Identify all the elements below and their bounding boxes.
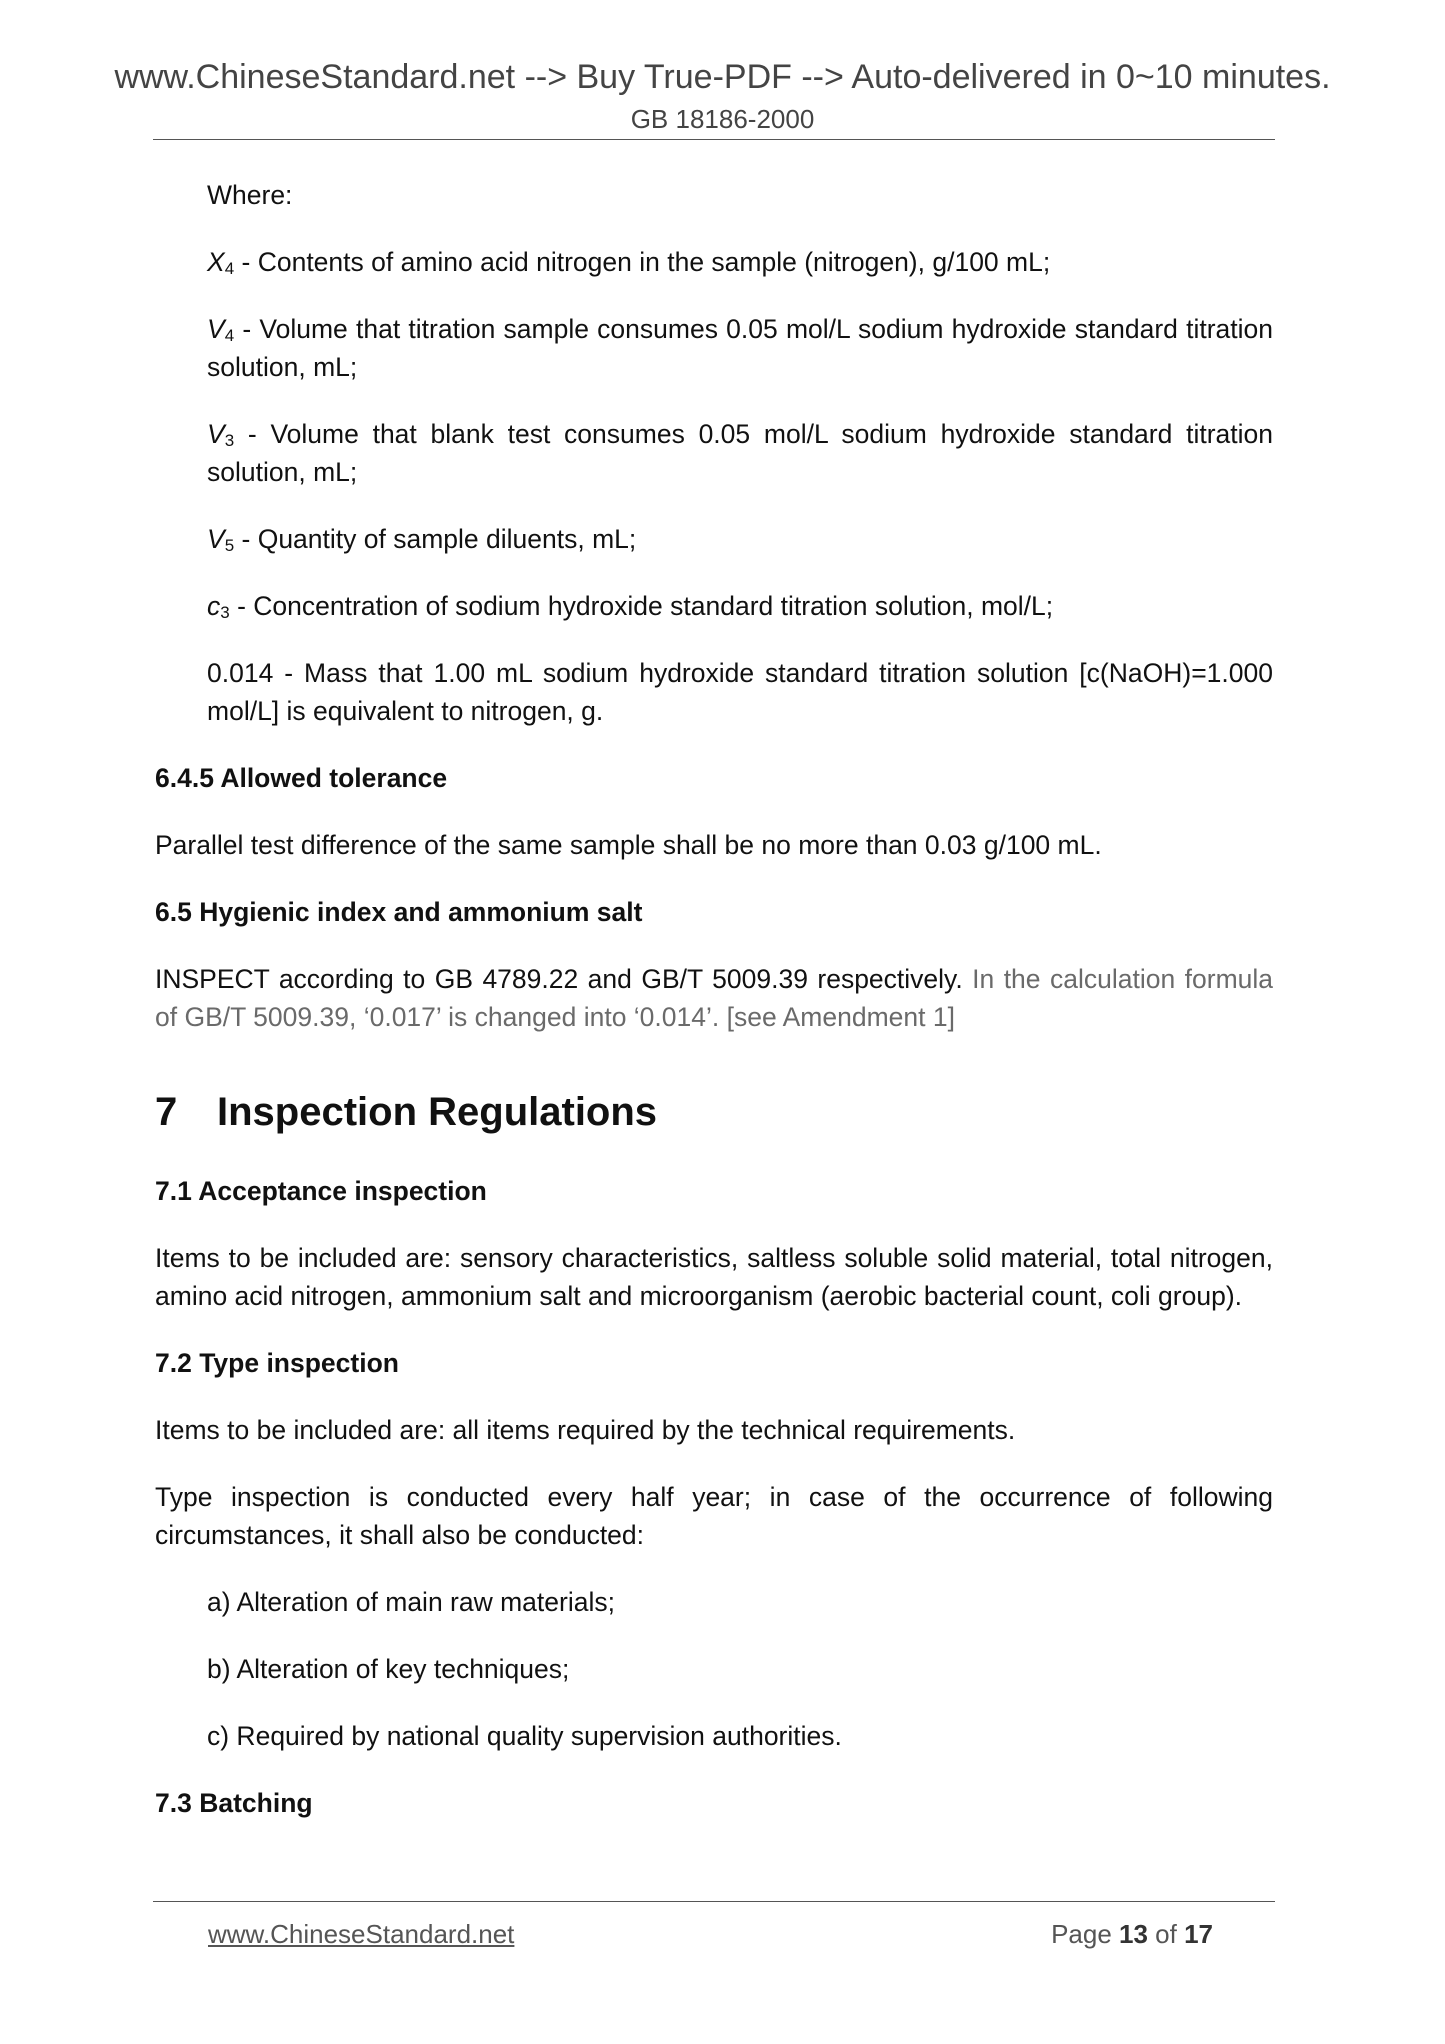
header-banner: www.ChineseStandard.net --> Buy True-PDF --> Auto-delivered in 0~10 minutes. xyxy=(114,58,1331,96)
section-6-5-heading: 6.5 Hygienic index and ammonium salt xyxy=(155,897,643,927)
page-label: Page xyxy=(1051,1919,1120,1949)
section-7-2-text: Items to be included are: all items required by the technical requirements. xyxy=(155,1415,1016,1445)
symbol: X xyxy=(207,247,225,277)
total-pages: 17 xyxy=(1184,1919,1213,1949)
definition-text: - Volume that titration sample consumes 0.05 mol/L sodium hydroxide standard titration solution, mL; xyxy=(207,314,1273,382)
symbol-subscript: 4 xyxy=(224,259,235,278)
page-of-label: of xyxy=(1147,1919,1185,1949)
definition-text: - Concentration of sodium hydroxide standard titration solution, mol/L; xyxy=(229,591,1054,621)
symbol-subscript: 4 xyxy=(224,326,235,345)
list-item: a) Alteration of main raw materials; xyxy=(207,1587,615,1617)
section-6-5-main-text: INSPECT according to GB 4789.22 and GB/T 5009.39 respectively. xyxy=(155,964,963,994)
definition-x4 xyxy=(155,243,1273,281)
definition-mass: 0.014 - Mass that 1.00 mL sodium hydroxide standard titration solution [c(NaOH)=1.000 mol/L] is equivalent to nitrogen, g. xyxy=(207,658,1273,726)
footer-site-link[interactable]: www.ChineseStandard.net xyxy=(208,1919,515,1949)
symbol: c xyxy=(207,591,221,621)
definition-v4 xyxy=(155,310,1273,386)
section-6-5-text xyxy=(155,960,1273,1036)
symbol: V xyxy=(207,419,225,449)
chapter-number: 7 xyxy=(155,1090,178,1134)
list-item: c) Required by national quality supervision authorities. xyxy=(207,1721,842,1751)
section-6-4-5-text: Parallel test difference of the same sample shall be no more than 0.03 g/100 mL. xyxy=(155,830,1102,860)
chapter-7-heading xyxy=(155,1088,1273,1136)
definition-c3 xyxy=(155,587,1273,625)
section-7-1-heading: 7.1 Acceptance inspection xyxy=(155,1176,487,1206)
definition-v3 xyxy=(155,415,1273,491)
section-7-2-heading: 7.2 Type inspection xyxy=(155,1348,399,1378)
standard-number: GB 18186-2000 xyxy=(630,104,815,134)
page-number xyxy=(1051,1918,1213,1950)
list-item: b) Alteration of key techniques; xyxy=(207,1654,570,1684)
header-divider xyxy=(153,139,1275,140)
symbol-subscript: 3 xyxy=(224,431,235,450)
section-6-4-5-heading: 6.4.5 Allowed tolerance xyxy=(155,763,448,793)
where-label: Where: xyxy=(207,180,293,210)
symbol: V xyxy=(207,524,225,554)
definition-text: - Volume that blank test consumes 0.05 mol/L sodium hydroxide standard titration solution, mL; xyxy=(207,419,1273,487)
symbol-subscript: 5 xyxy=(224,536,235,555)
section-7-2-text: Type inspection is conducted every half year; in case of the occurrence of following circumstances, it shall also be conducted: xyxy=(155,1482,1273,1550)
definition-text: - Contents of amino acid nitrogen in the sample (nitrogen), g/100 mL; xyxy=(234,247,1051,277)
amendment-note: In the calculation formula of GB/T 5009.39, ‘0.017’ is changed into ‘0.014’. [see Amendment 1] xyxy=(155,964,1274,1032)
symbol-subscript: 3 xyxy=(220,603,230,622)
footer-divider xyxy=(153,1901,1275,1902)
definition-text: - Quantity of sample diluents, mL; xyxy=(234,524,637,554)
page-content xyxy=(155,176,1273,1822)
definition-v5 xyxy=(155,520,1273,558)
chapter-title: Inspection Regulations xyxy=(217,1090,658,1134)
symbol: V xyxy=(207,314,225,344)
section-7-1-text: Items to be included are: sensory characteristics, saltless soluble solid material, total nitrogen, amino acid nitrogen, ammonium salt and microorganism (aerobic bacterial count, coli group). xyxy=(155,1243,1273,1311)
section-7-3-heading: 7.3 Batching xyxy=(155,1788,313,1818)
current-page: 13 xyxy=(1119,1919,1148,1949)
